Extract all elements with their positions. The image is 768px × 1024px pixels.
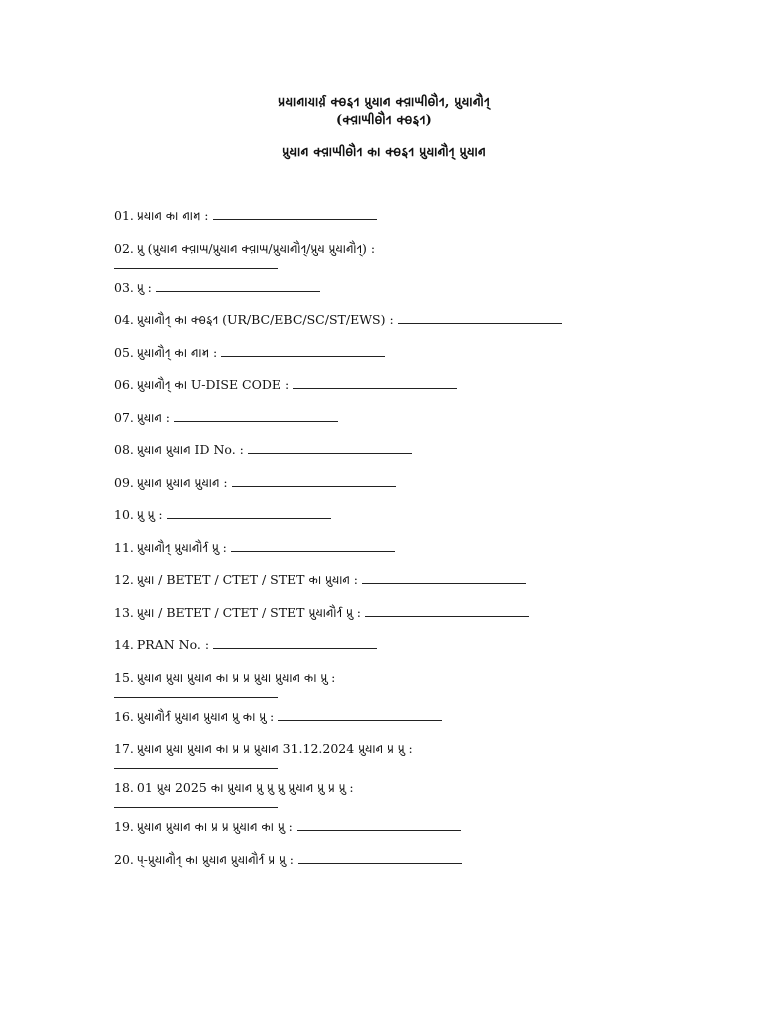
form-field — [114, 474, 674, 491]
form-field — [114, 571, 674, 588]
field-label: 𑂣𑂹𑂩𑂡𑂰𑂢 𑂍𑂰 𑂢𑂰𑂧 : — [136, 208, 209, 223]
fill-in-blank[interactable] — [232, 475, 396, 487]
fill-in-blank[interactable] — [231, 540, 395, 552]
fill-in-blank[interactable] — [114, 257, 278, 269]
form-title: 𑂣𑂹𑂩𑂳𑂡𑂰𑂢 𑂍𑂹𑂫𑂰𑂎𑂲𑂪𑂸𑂩 𑂍𑂰 𑂍𑂹𑂪𑂅𑂩 𑂣𑂹𑂩𑂳𑂡𑂰𑂢𑂸𑂩𑂹 𑂣𑂹𑂩𑂳𑂡𑂰𑂢 — [282, 145, 486, 160]
form-field — [114, 344, 674, 361]
form-fields — [114, 207, 674, 883]
field-label: 𑂣𑂹𑂩𑂳𑂡𑂰𑂢 𑂣𑂹𑂩𑂳𑂡𑂰 𑂣𑂹𑂩𑂳𑂡𑂰𑂢 𑂍𑂰 𑂣𑂹𑂩 𑂣𑂹𑂩 𑂣𑂹𑂩𑂳𑂡𑂰𑂢 31.12.2024 𑂣𑂹𑂩𑂳𑂡𑂰𑂢 𑂣𑂹𑂩 𑂣𑂹𑂩𑂳 : — [136, 741, 413, 756]
field-number: 17. — [114, 741, 134, 756]
form-field — [114, 708, 674, 725]
form-field — [114, 240, 674, 269]
field-number: 15. — [114, 669, 134, 685]
field-number: 20. — [114, 851, 134, 867]
fill-in-blank[interactable] — [293, 377, 457, 389]
form-field — [114, 851, 674, 868]
fill-in-blank[interactable] — [248, 442, 412, 454]
field-number: 12. — [114, 572, 134, 587]
form-field — [114, 818, 674, 835]
form-field — [114, 441, 674, 458]
field-number: 06. — [114, 377, 134, 392]
field-label: 01 𑂣𑂹𑂩𑂳𑂡 2025 𑂍𑂰 𑂣𑂹𑂩𑂳𑂡𑂰𑂢 𑂣𑂹𑂩𑂳 𑂣𑂹𑂩𑂳 𑂣𑂹𑂩𑂳 𑂣𑂹𑂩𑂳𑂡𑂰𑂢 𑂣𑂹𑂩𑂳 𑂣𑂹𑂩 𑂣𑂹𑂩𑂳 : — [136, 780, 354, 795]
form-field — [114, 311, 674, 328]
field-label: 𑂣𑂹-𑂣𑂹𑂩𑂳𑂡𑂰𑂢𑂸𑂩𑂹 𑂍𑂰 𑂣𑂹𑂩𑂳𑂡𑂰𑂢 𑂣𑂹𑂩𑂳𑂡𑂰𑂢𑂸𑂩𑂹𑂩 𑂣𑂹𑂩 𑂣𑂹𑂩𑂳 : — [136, 851, 294, 867]
form-field — [114, 636, 674, 653]
field-number: 03. — [114, 279, 134, 295]
field-number: 07. — [114, 409, 134, 425]
form-field — [114, 740, 674, 769]
fill-in-blank[interactable] — [213, 637, 377, 649]
fill-in-blank[interactable] — [156, 280, 320, 292]
fill-in-blank[interactable] — [174, 410, 338, 422]
field-number: 19. — [114, 819, 134, 834]
fill-in-blank[interactable] — [114, 796, 278, 808]
fill-in-blank[interactable] — [221, 345, 385, 357]
field-label: 𑂣𑂹𑂩𑂳𑂡𑂰𑂢 𑂣𑂹𑂩𑂳𑂡𑂰𑂢 𑂣𑂹𑂩𑂳𑂡𑂰𑂢 : — [136, 474, 228, 490]
field-number: 08. — [114, 442, 134, 457]
field-label: 𑂣𑂹𑂩𑂳 𑂣𑂹𑂩𑂳 : — [136, 507, 163, 522]
field-label: 𑂣𑂹𑂩𑂳𑂡𑂰 / BETET / CTET / STET 𑂍𑂰 𑂣𑂹𑂩𑂳𑂡𑂰𑂢 : — [136, 572, 359, 587]
field-label: 𑂣𑂹𑂩𑂳𑂡𑂰𑂢 : — [136, 409, 170, 425]
form-field — [114, 207, 674, 224]
field-label: 𑂣𑂹𑂩𑂳𑂡𑂰𑂢 𑂣𑂹𑂩𑂳𑂡𑂰 𑂣𑂹𑂩𑂳𑂡𑂰𑂢 𑂍𑂰 𑂣𑂹𑂩 𑂣𑂹𑂩 𑂣𑂹𑂩𑂳𑂡𑂰 𑂣𑂹𑂩𑂳𑂡𑂰𑂢 𑂍𑂰 𑂣𑂹𑂩𑂳 : — [136, 669, 336, 685]
field-number: 09. — [114, 474, 134, 490]
form-field — [114, 409, 674, 426]
form-header — [0, 94, 768, 162]
form-field — [114, 376, 674, 393]
fill-in-blank[interactable] — [298, 852, 462, 864]
field-number: 05. — [114, 344, 134, 360]
fill-in-blank[interactable] — [278, 709, 442, 721]
fill-in-blank[interactable] — [398, 312, 562, 324]
field-label: 𑂣𑂹𑂩𑂳𑂡𑂰𑂢 𑂣𑂹𑂩𑂳𑂡𑂰𑂢 𑂍𑂰 𑂣𑂹𑂩 𑂣𑂹𑂩 𑂣𑂹𑂩𑂳𑂡𑂰𑂢 𑂍𑂰 𑂣𑂹𑂩𑂳 : — [136, 819, 293, 834]
form-field — [114, 779, 674, 808]
form-field — [114, 669, 674, 698]
field-number: 04. — [114, 312, 134, 327]
field-label: 𑂣𑂹𑂩𑂳𑂡𑂰𑂢𑂸𑂩𑂹 𑂍𑂰 𑂍𑂹𑂪𑂅𑂩 (UR/BC/EBC/SC/ST/EWS) : — [136, 312, 394, 327]
field-label: 𑂣𑂹𑂩𑂳 (𑂣𑂹𑂩𑂳𑂡𑂰𑂢 𑂍𑂹𑂫𑂰𑂎/𑂣𑂹𑂩𑂳𑂡𑂰𑂢 𑂍𑂹𑂫𑂰𑂎/𑂣𑂹𑂩𑂳𑂡𑂰𑂢𑂸𑂩𑂹/𑂣𑂹𑂩𑂳𑂡 𑂣𑂹𑂩𑂳𑂡𑂰𑂢𑂸𑂩𑂹) : — [136, 240, 376, 256]
fill-in-blank[interactable] — [365, 605, 529, 617]
fill-in-blank[interactable] — [114, 757, 278, 769]
field-number: 14. — [114, 637, 134, 652]
header-title: 𑂣𑂹𑂩𑂡𑂰𑂢𑂰𑂒𑂰𑂩𑂹𑂨 𑂍𑂹𑂪𑂅𑂩 𑂣𑂹𑂩𑂳𑂡𑂰𑂢 𑂍𑂹𑂫𑂰𑂎𑂲𑂪𑂸𑂩, 𑂣𑂹𑂩𑂳𑂡𑂰𑂢𑂸𑂩𑂹 — [278, 95, 490, 110]
form-field — [114, 539, 674, 556]
field-label: 𑂣𑂹𑂩𑂳 : — [136, 279, 152, 295]
field-label: 𑂣𑂹𑂩𑂳𑂡𑂰𑂢𑂸𑂩𑂹 𑂍𑂰 𑂢𑂰𑂧 : — [136, 344, 218, 360]
field-label: PRAN No. : — [136, 637, 210, 652]
field-number: 18. — [114, 780, 134, 795]
fill-in-blank[interactable] — [167, 507, 331, 519]
field-number: 11. — [114, 539, 134, 555]
field-label: 𑂣𑂹𑂩𑂳𑂡𑂰𑂢 𑂣𑂹𑂩𑂳𑂡𑂰𑂢 ID No. : — [136, 442, 244, 457]
header-subtitle: (𑂍𑂹𑂫𑂰𑂎𑂲𑂪𑂸𑂩 𑂍𑂹𑂪𑂅𑂩) — [336, 113, 432, 128]
field-label: 𑂣𑂹𑂩𑂳𑂡𑂰𑂢𑂸𑂩𑂹 𑂍𑂰 U-DISE CODE : — [136, 377, 290, 392]
form-field — [114, 279, 674, 296]
field-number: 10. — [114, 507, 134, 522]
field-number: 13. — [114, 604, 134, 620]
form-field — [114, 604, 674, 621]
field-label: 𑂣𑂹𑂩𑂳𑂡𑂰𑂢𑂸𑂩𑂹𑂩 𑂣𑂹𑂩𑂳𑂡𑂰𑂢 𑂣𑂹𑂩𑂳𑂡𑂰𑂢 𑂣𑂹𑂩𑂳 𑂍𑂰 𑂣𑂹𑂩𑂳 : — [136, 708, 275, 724]
field-number: 01. — [114, 208, 134, 223]
field-number: 16. — [114, 708, 134, 724]
field-label: 𑂣𑂹𑂩𑂳𑂡𑂰𑂢𑂸𑂩𑂹 𑂣𑂹𑂩𑂳𑂡𑂰𑂢𑂸𑂩𑂹𑂩 𑂣𑂹𑂩𑂳 : — [136, 539, 227, 555]
fill-in-blank[interactable] — [114, 686, 278, 698]
fill-in-blank[interactable] — [213, 208, 377, 220]
field-number: 02. — [114, 240, 134, 256]
form-field — [114, 506, 674, 523]
fill-in-blank[interactable] — [297, 819, 461, 831]
field-label: 𑂣𑂹𑂩𑂳𑂡𑂰 / BETET / CTET / STET 𑂣𑂹𑂩𑂳𑂡𑂰𑂢𑂸𑂩𑂹𑂩 𑂣𑂹𑂩𑂳 : — [136, 604, 361, 620]
fill-in-blank[interactable] — [362, 572, 526, 584]
